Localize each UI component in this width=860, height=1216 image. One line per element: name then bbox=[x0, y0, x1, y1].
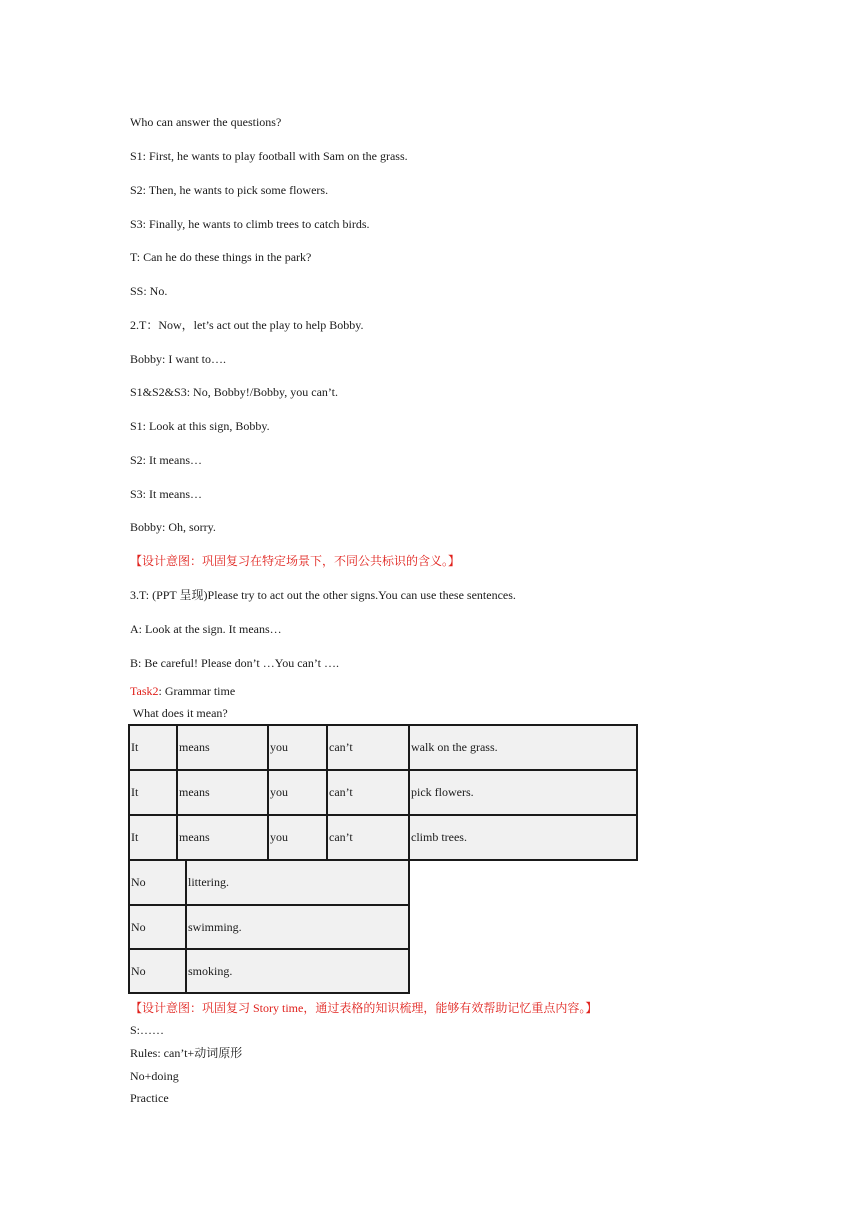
grammar-rule: No+doing bbox=[130, 1069, 179, 1083]
text-line: S3: Finally, he wants to climb trees to catch birds. bbox=[130, 217, 370, 231]
table-cell: walk on the grass. bbox=[409, 725, 637, 770]
table-row bbox=[129, 905, 409, 949]
table-cell: you bbox=[268, 770, 327, 815]
text-line: S:…… bbox=[130, 1023, 165, 1037]
grammar-table-cant bbox=[128, 724, 638, 861]
text-line: SS: No. bbox=[130, 284, 168, 298]
text-line: Bobby: Oh, sorry. bbox=[130, 520, 216, 534]
table-row bbox=[129, 815, 637, 860]
text-line: S2: Then, he wants to pick some flowers. bbox=[130, 183, 329, 197]
grammar-rule: Rules: can’t+动词原形 bbox=[130, 1046, 243, 1060]
table-cell: swimming. bbox=[186, 905, 409, 949]
task-title: : Grammar time bbox=[158, 684, 236, 698]
text-line: S1&S2&S3: No, Bobby!/Bobby, you can’t. bbox=[130, 385, 339, 399]
text-line: B: Be careful! Please don’t …You can’t …. bbox=[130, 656, 339, 670]
text-line: T: Can he do these things in the park? bbox=[130, 250, 312, 264]
task-heading bbox=[130, 684, 235, 698]
table-cell: means bbox=[177, 770, 268, 815]
text-line: S3: It means… bbox=[130, 487, 202, 501]
text-line: Bobby: I want to…. bbox=[130, 352, 226, 366]
table-cell: pick flowers. bbox=[409, 770, 637, 815]
grammar-table-no bbox=[128, 859, 410, 994]
table-cell: can’t bbox=[327, 725, 409, 770]
table-cell: littering. bbox=[186, 860, 409, 905]
task-label: Task2 bbox=[130, 684, 159, 698]
design-intent-note: 【设计意图：巩固复习在特定场景下，不同公共标识的含义。】 bbox=[130, 554, 461, 568]
table-cell: smoking. bbox=[186, 949, 409, 993]
table-cell: No bbox=[129, 860, 186, 905]
text-line: Who can answer the questions? bbox=[130, 115, 282, 129]
text-line: What does it mean? bbox=[130, 706, 228, 720]
table-cell: It bbox=[129, 815, 177, 860]
text-line: 2.T：Now，let’s act out the play to help Bobby. bbox=[130, 318, 364, 332]
table-cell: It bbox=[129, 770, 177, 815]
table-cell: means bbox=[177, 725, 268, 770]
table-cell: No bbox=[129, 905, 186, 949]
text-line: 3.T: (PPT 呈现)Please try to act out the other signs.You can use these sentences. bbox=[130, 588, 516, 602]
text-line: S1: First, he wants to play football with Sam on the grass. bbox=[130, 149, 408, 163]
table-row bbox=[129, 860, 409, 905]
design-intent-note: 【设计意图：巩固复习 Story time，通过表格的知识梳理，能够有效帮助记忆重点内容。】 bbox=[130, 1001, 598, 1015]
table-cell: you bbox=[268, 725, 327, 770]
table-cell: climb trees. bbox=[409, 815, 637, 860]
table-row bbox=[129, 770, 637, 815]
table-cell: can’t bbox=[327, 815, 409, 860]
table-cell: It bbox=[129, 725, 177, 770]
text-line: S1: Look at this sign, Bobby. bbox=[130, 419, 270, 433]
table-cell: means bbox=[177, 815, 268, 860]
table-cell: No bbox=[129, 949, 186, 993]
table-row bbox=[129, 725, 637, 770]
table-cell: can’t bbox=[327, 770, 409, 815]
text-line: A: Look at the sign. It means… bbox=[130, 622, 282, 636]
section-label: Practice bbox=[130, 1091, 169, 1105]
table-row bbox=[129, 949, 409, 993]
table-cell: you bbox=[268, 815, 327, 860]
text-line: S2: It means… bbox=[130, 453, 202, 467]
